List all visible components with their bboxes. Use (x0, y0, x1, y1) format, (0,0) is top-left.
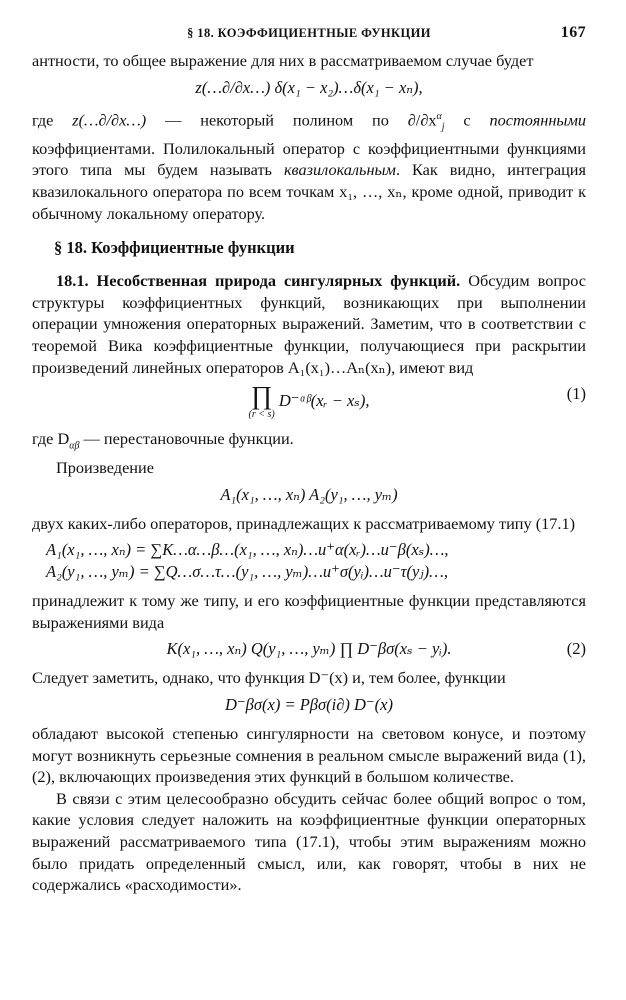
equation-number: (1) (566, 384, 586, 404)
product-body: D⁻ᵅᵝ(xᵣ − xₛ), (278, 390, 370, 410)
paragraph-quasilocal: где z(…∂/∂x…) — некоторый полином по $\partial/\partial x^\alpha_j$ с постоянными коэффициентами. Полилокальный оператор с коэффициентными функциями этого типа мы будем называть квазилокальным. Как видно, интеграция квазилокального оператора по всем точкам x₁, …, xₙ, кроме одной, приводит к обычному локальному оператору. (32, 110, 586, 223)
formula-a1a2: A₁(x₁, …, xₙ) A₂(y₁, …, yₘ) (220, 484, 398, 504)
math-z: z(…∂/∂x…) (72, 110, 147, 130)
formula-dbs: D⁻βσ(x) = Pβσ(i∂) D⁻(x) (225, 695, 393, 715)
two-operators-line: двух каких-либо операторов, принадлежащих к рассматриваемому типу (17.1) (32, 513, 576, 533)
final-paragraph: В связи с этим целесообразно обсудить сейчас более общий вопрос о том, какие условия следует наложить на коэффициентные функции операторных выражений рассматриваемого типа (17.1), чтобы этим выражениям можно было придать определенный смысл, или, как говорят, чтобы в них не содержались «расходимости». (32, 788, 586, 895)
intro-line: антности, то общее выражение для них в рассматриваемом случае будет (32, 51, 534, 70)
text: — перестановочные функции. (79, 429, 294, 449)
product-sign: ∏ (r < s) (248, 381, 275, 421)
section-title: § 18. Коэффициентные функции (54, 238, 295, 258)
text: с (444, 110, 490, 130)
running-head-title: § 18. КОЭФФИЦИЕНТНЫЕ ФУНКЦИИ (187, 26, 431, 40)
equation-number: (2) (566, 639, 586, 659)
formula-delta: z(…∂/∂x…) δ(x₁ − x₂)…δ(x₁ − xₙ), (195, 77, 423, 97)
formula-a2: A₂(y₁, …, yₘ) = ∑Q…σ…τ…(y₁, …, yₘ)…u⁺σ(yᵢ)…u⁻τ(yⱼ)…, (46, 562, 448, 582)
text: . Как видно, интеграция квазилокального оператора по всем точкам x₁, …, xₙ, кроме одной, приводит к обычному локальному оператору. (32, 160, 586, 223)
text: коэффициентами. Полилокальный оператор с коэффициентными функциями этого типа мы будем называть (32, 138, 586, 180)
emph-constant: постоянными (489, 110, 586, 130)
product-word: Произведение (56, 458, 154, 478)
where-d-line (32, 428, 586, 457)
product-index: (r < s) (248, 409, 275, 421)
formula-system (32, 539, 586, 583)
paragraph-singular (32, 270, 586, 378)
formula-kq (32, 638, 586, 660)
note-line: Следует заметить, однако, что функция D⁻(x) и, тем более, функции (32, 668, 506, 688)
page-number: 167 (560, 24, 586, 41)
text: Обсудим вопрос структуры коэффициентных функций, возникающих при выполнении операции умножения операторных выражений. Заметим, что в соответствии с теоремой Вика коэффициентные функции, получающиеся при раскрытии произведений линейных операторов A₁(x₁)…Aₙ(xₙ), имеют вид (32, 271, 587, 377)
belongs-paragraph: принадлежит к тому же типу, и его коэффициентные функции представляются выражениями вида (32, 591, 586, 632)
text: — некоторый полином по ∂/∂x (146, 110, 437, 130)
text: где (32, 110, 54, 130)
formula-product (32, 383, 586, 421)
text: где D (32, 429, 70, 449)
note-paragraph: обладают высокой степенью сингулярности на световом конусе, и поэтому могут возникнуть серьезные сомнения в реальном смысле выражений вида (1), (2), включающих произведения этих функций в большом количестве. (32, 724, 586, 787)
formula-kq-body: K(x₁, …, xₙ) Q(y₁, …, yₘ) ∏ D⁻βσ(xₛ − yᵢ). (166, 639, 452, 659)
emph-quasilocal: квазилокальным (283, 160, 396, 180)
running-head (32, 26, 586, 50)
formula-a1: A₁(x₁, …, xₙ) = ∑K…α…β…(x₁, …, xₙ)…u⁺α(xᵣ)…u⁻β(xₛ)…, (46, 540, 449, 560)
subsection-heading: 18.1. Несобственная природа сингулярных функций. (56, 271, 461, 291)
subscript: αβ (69, 440, 80, 452)
